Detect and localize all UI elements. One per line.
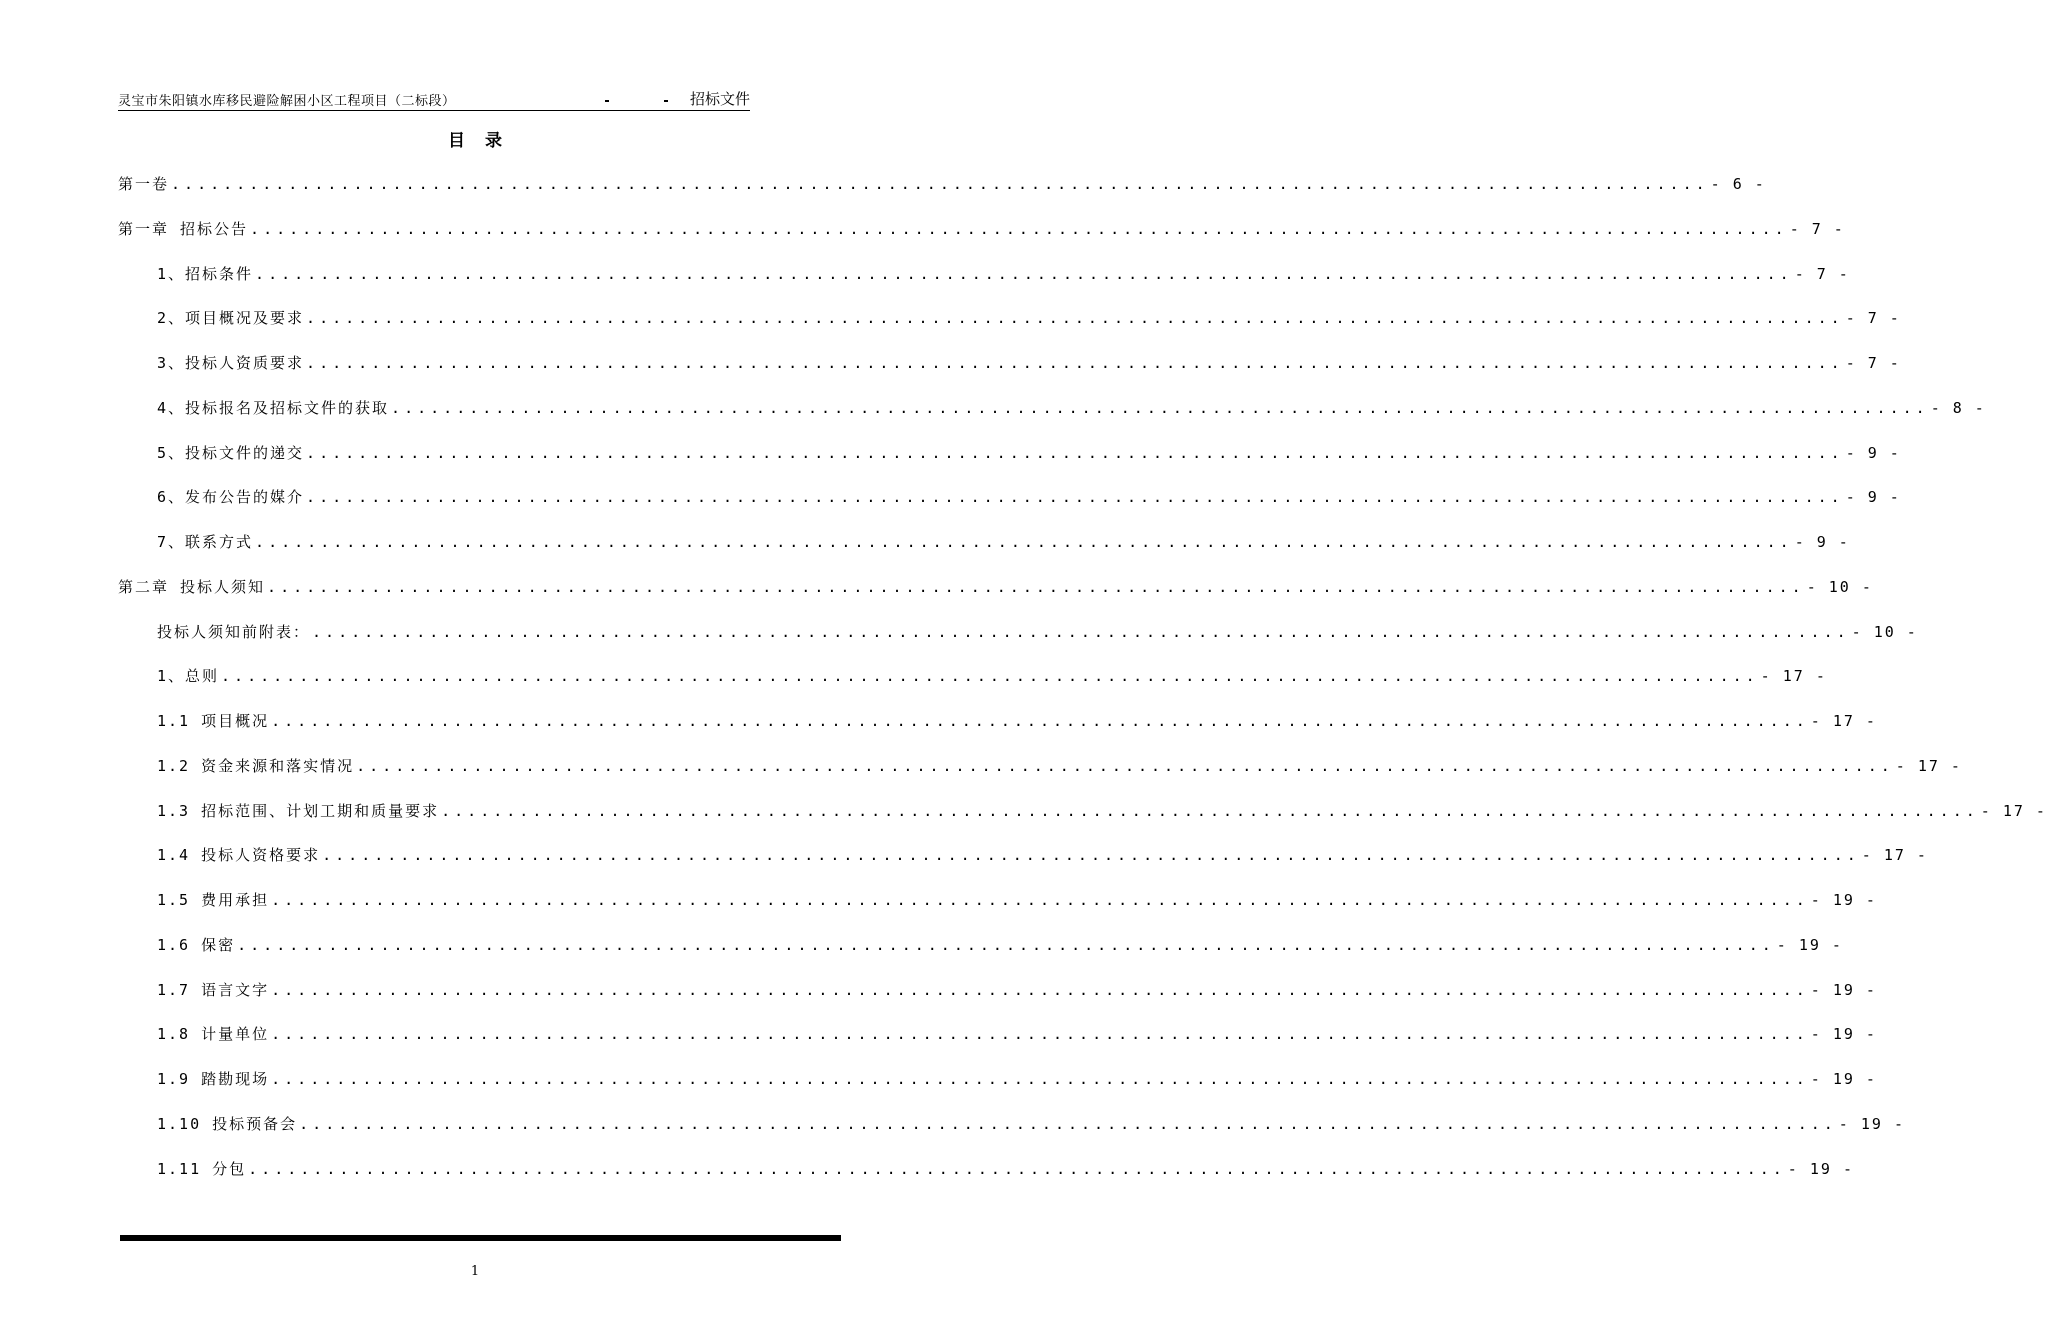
toc-entry-page: - 9 - <box>1845 444 1901 462</box>
toc-entry[interactable] <box>157 978 1877 1002</box>
toc-entry-page: - 9 - <box>1794 533 1850 551</box>
toc-leader-dots: ...................................................................................................................... <box>306 444 1844 462</box>
toc-entry-label: 1.3 招标范围、计划工期和质量要求 <box>157 802 440 820</box>
toc-entry-page: - 19 - <box>1776 936 1843 954</box>
toc-leader-dots: ...................................................................................................................... <box>237 936 1775 954</box>
toc-leader-dots: ...................................................................................................................... <box>356 757 1894 775</box>
toc-entry-label: 1.11 分包 <box>157 1160 247 1178</box>
toc-entry[interactable] <box>157 933 1843 957</box>
toc-entry-label: 1.4 投标人资格要求 <box>157 846 321 864</box>
toc-entry[interactable] <box>157 1022 1877 1046</box>
toc-entry-label: 2、项目概况及要求 <box>157 309 305 327</box>
toc-entry-page: - 7 - <box>1794 265 1850 283</box>
toc-entry[interactable] <box>157 799 2047 823</box>
toc-entry-page: - 8 - <box>1930 399 1986 417</box>
toc-leader-dots: ...................................................................................................................... <box>271 712 1809 730</box>
toc-entry-page: - 17 - <box>1760 667 1827 685</box>
toc-leader-dots: ...................................................................................................................... <box>248 1160 1786 1178</box>
toc-entry[interactable] <box>157 1157 1854 1181</box>
toc-entry-label: 7、联系方式 <box>157 533 254 551</box>
toc-entry[interactable] <box>157 1112 1905 1136</box>
toc-entry[interactable] <box>157 530 1850 554</box>
toc-entry-page: - 9 - <box>1845 488 1901 506</box>
toc-entry-label: 1.9 踏勘现场 <box>157 1070 270 1088</box>
toc-entry[interactable] <box>157 843 1928 867</box>
toc-entry-page: - 19 - <box>1810 891 1877 909</box>
toc-leader-dots: ...................................................................................................................... <box>306 354 1844 372</box>
page-header <box>118 88 750 111</box>
toc-leader-dots: ...................................................................................................................... <box>271 891 1809 909</box>
toc-entry-label: 1.8 计量单位 <box>157 1025 270 1043</box>
toc-entry-label: 投标人须知前附表： <box>157 623 311 641</box>
toc-entry-label: 1.2 资金来源和落实情况 <box>157 757 355 775</box>
toc-leader-dots: ...................................................................................................................... <box>271 1070 1809 1088</box>
toc-entry-page: - 19 - <box>1838 1115 1905 1133</box>
toc-entry-label: 1.10 投标预备会 <box>157 1115 298 1133</box>
toc-entry[interactable] <box>157 396 1986 420</box>
toc-entry[interactable] <box>157 485 1901 509</box>
toc-entry[interactable] <box>157 441 1901 465</box>
toc-entry-label: 5、投标文件的递交 <box>157 444 305 462</box>
toc-entry-page: - 19 - <box>1810 981 1877 999</box>
toc-entry-label: 3、投标人资质要求 <box>157 354 305 372</box>
toc-entry[interactable] <box>157 709 1877 733</box>
header-document-type: 招标文件 <box>689 90 750 108</box>
toc-entry-page: - 19 - <box>1810 1025 1877 1043</box>
toc-leader-dots: ...................................................................................................................... <box>250 220 1788 238</box>
toc-entry-page: - 6 - <box>1710 175 1766 193</box>
header-project-title: 灵宝市朱阳镇水库移民避险解困小区工程项目（二标段） <box>118 94 456 109</box>
toc-entry[interactable] <box>157 262 1850 286</box>
toc-entry-page: - 7 - <box>1845 354 1901 372</box>
header-mark <box>664 100 668 102</box>
toc-entry-label: 1.6 保密 <box>157 936 236 954</box>
toc-leader-dots: ...................................................................................................................... <box>306 488 1844 506</box>
toc-entry-page: - 10 - <box>1851 623 1918 641</box>
toc-entry-page: - 19 - <box>1810 1070 1877 1088</box>
toc-leader-dots: ...................................................................................................................... <box>255 533 1793 551</box>
toc-title: 目录 <box>448 131 522 151</box>
toc-entry-label: 4、投标报名及招标文件的获取 <box>157 399 390 417</box>
toc-leader-dots: ...................................................................................................................... <box>267 578 1805 596</box>
toc-entry-label: 第一章 招标公告 <box>118 220 249 238</box>
toc-entry-label: 1.1 项目概况 <box>157 712 270 730</box>
toc-entry[interactable] <box>157 754 1962 778</box>
toc-leader-dots: ...................................................................................................................... <box>306 309 1844 327</box>
toc-leader-dots: ...................................................................................................................... <box>271 1025 1809 1043</box>
toc-leader-dots: ...................................................................................................................... <box>271 981 1809 999</box>
footer-rule <box>120 1235 841 1241</box>
toc-entry[interactable] <box>157 306 1901 330</box>
toc-entry[interactable] <box>118 172 1766 196</box>
toc-entry-label: 6、发布公告的媒介 <box>157 488 305 506</box>
toc-entry-label: 1.7 语言文字 <box>157 981 270 999</box>
toc-leader-dots: ...................................................................................................................... <box>221 667 1759 685</box>
toc-leader-dots: ...................................................................................................................... <box>171 175 1709 193</box>
toc-entry-label: 第二章 投标人须知 <box>118 578 266 596</box>
toc-entry-page: - 17 - <box>1810 712 1877 730</box>
toc-entry[interactable] <box>157 664 1827 688</box>
toc-entry[interactable] <box>157 1067 1877 1091</box>
toc-entry-page: - 17 - <box>1895 757 1962 775</box>
toc-leader-dots: ...................................................................................................................... <box>322 846 1860 864</box>
toc-entry[interactable] <box>157 351 1901 375</box>
toc-entry-label: 第一卷 <box>118 175 170 193</box>
toc-entry-page: - 17 - <box>1980 802 2047 820</box>
toc-entry-label: 1、总则 <box>157 667 220 685</box>
toc-entry-page: - 17 - <box>1861 846 1928 864</box>
toc-entry[interactable] <box>118 217 1845 241</box>
toc-entry-page: - 7 - <box>1845 309 1901 327</box>
page-number: 1 <box>470 1264 480 1279</box>
toc-entry[interactable] <box>118 575 1873 599</box>
header-mark <box>605 100 609 102</box>
toc-entry-page: - 19 - <box>1787 1160 1854 1178</box>
toc-leader-dots: ...................................................................................................................... <box>312 623 1850 641</box>
toc-entry[interactable] <box>157 620 1918 644</box>
toc-leader-dots: ...................................................................................................................... <box>299 1115 1837 1133</box>
toc-entry[interactable] <box>157 888 1877 912</box>
toc-leader-dots: ...................................................................................................................... <box>391 399 1929 417</box>
toc-leader-dots: ...................................................................................................................... <box>441 802 1979 820</box>
toc-entry-label: 1、招标条件 <box>157 265 254 283</box>
toc-entry-page: - 7 - <box>1789 220 1845 238</box>
toc-entry-page: - 10 - <box>1806 578 1873 596</box>
toc-entry-label: 1.5 费用承担 <box>157 891 270 909</box>
toc-leader-dots: ...................................................................................................................... <box>255 265 1793 283</box>
